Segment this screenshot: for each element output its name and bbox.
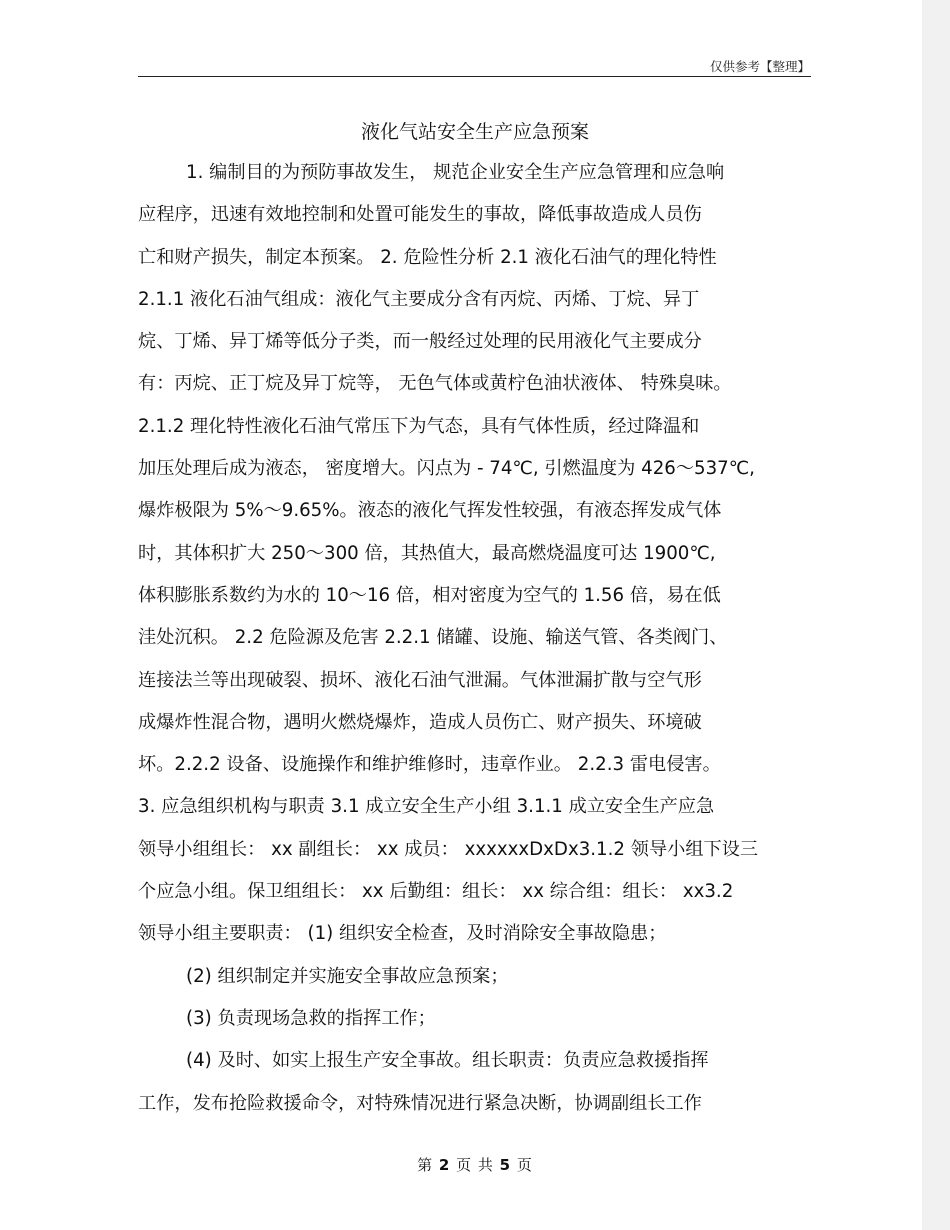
footer-middle: 页 共 <box>456 1156 494 1174</box>
body-line: 工作，发布抢险救援命令，对特殊情况进行紧急决断，协调副组长工作 <box>138 1092 702 1114</box>
body-line: 坏。2.2.2 设备、设施操作和维护维修时，违章作业。 2.2.3 雷电侵害。 <box>138 754 721 776</box>
body-line: 烷、丁烯、异丁烯等低分子类，而一般经过处理的民用液化气主要成分 <box>138 331 702 353</box>
body-line: 应程序，迅速有效地控制和处置可能发生的事故，降低事故造成人员伤 <box>138 204 702 226</box>
body-line: 1. 编制目的为预防事故发生， 规范企业安全生产应急管理和应急响 <box>186 162 725 183</box>
body-line: (2) 组织制定并实施安全事故应急预案； <box>186 965 509 987</box>
body-line: 亡和财产损失，制定本预案。 2. 危险性分析 2.1 液化石油气的理化特性 <box>138 246 717 268</box>
body-line: 体积膨胀系数约为水的 10～16 倍，相对密度为空气的 1.56 倍，易在低 <box>138 584 721 606</box>
document-body <box>138 160 818 1133</box>
body-line: 个应急小组。保卫组组长： xx 后勤组：组长： xx 综合组：组长： xx3.2 <box>138 881 734 903</box>
footer-page-number: 2 <box>438 1156 451 1174</box>
body-line: 领导小组组长： xx 副组长： xx 成员： xxxxxxDxDx3.1.2 领导小组下设三 <box>138 838 759 860</box>
body-line: (3) 负责现场急救的指挥工作； <box>186 1007 436 1029</box>
body-line: 洼处沉积。 2.2 危险源及危害 2.2.1 储罐、设施、输送气管、各类阀门、 <box>138 627 728 649</box>
body-line: (4) 及时、如实上报生产安全事故。组长职责：负责应急救援指挥 <box>186 1050 709 1072</box>
body-line: 爆炸极限为 5%～9.65%。液态的液化气挥发性较强，有液态挥发成气体 <box>138 500 722 522</box>
body-line: 时，其体积扩大 250～300 倍，其热值大，最高燃烧温度可达 1900℃, <box>138 542 716 564</box>
body-line: 3. 应急组织机构与职责 3.1 成立安全生产小组 3.1.1 成立安全生产应急 <box>138 796 715 818</box>
body-line: 连接法兰等出现破裂、损坏、液化石油气泄漏。气体泄漏扩散与空气形 <box>138 669 702 691</box>
footer-page-total: 5 <box>499 1156 512 1174</box>
footer-suffix: 页 <box>516 1156 533 1174</box>
body-line: 成爆炸性混合物，遇明火燃烧爆炸，造成人员伤亡、财产损失、环境破 <box>138 711 702 733</box>
body-line: 有：丙烷、正丁烷及异丁烷等， 无色气体或黄柠色油状液体、 特殊臭味。 <box>138 373 732 395</box>
footer-prefix: 第 <box>417 1156 434 1174</box>
header-divider <box>138 76 811 77</box>
body-line: 2.1.1 液化石油气组成：液化气主要成分含有丙烷、丙烯、丁烷、异丁 <box>138 288 700 310</box>
body-line: 领导小组主要职责： (1) 组织安全检查，及时消除安全事故隐患； <box>138 923 667 945</box>
header-note: 仅供参考【整理】 <box>709 59 810 74</box>
body-line: 2.1.2 理化特性液化石油气常压下为气态，具有气体性质，经过降温和 <box>138 415 700 437</box>
document-title: 液化气站安全生产应急预案 <box>360 121 589 143</box>
page-footer <box>0 1154 950 1175</box>
body-line: 加压处理后成为液态， 密度增大。闪点为 - 74℃, 引燃温度为 426～537℃, <box>138 458 755 480</box>
